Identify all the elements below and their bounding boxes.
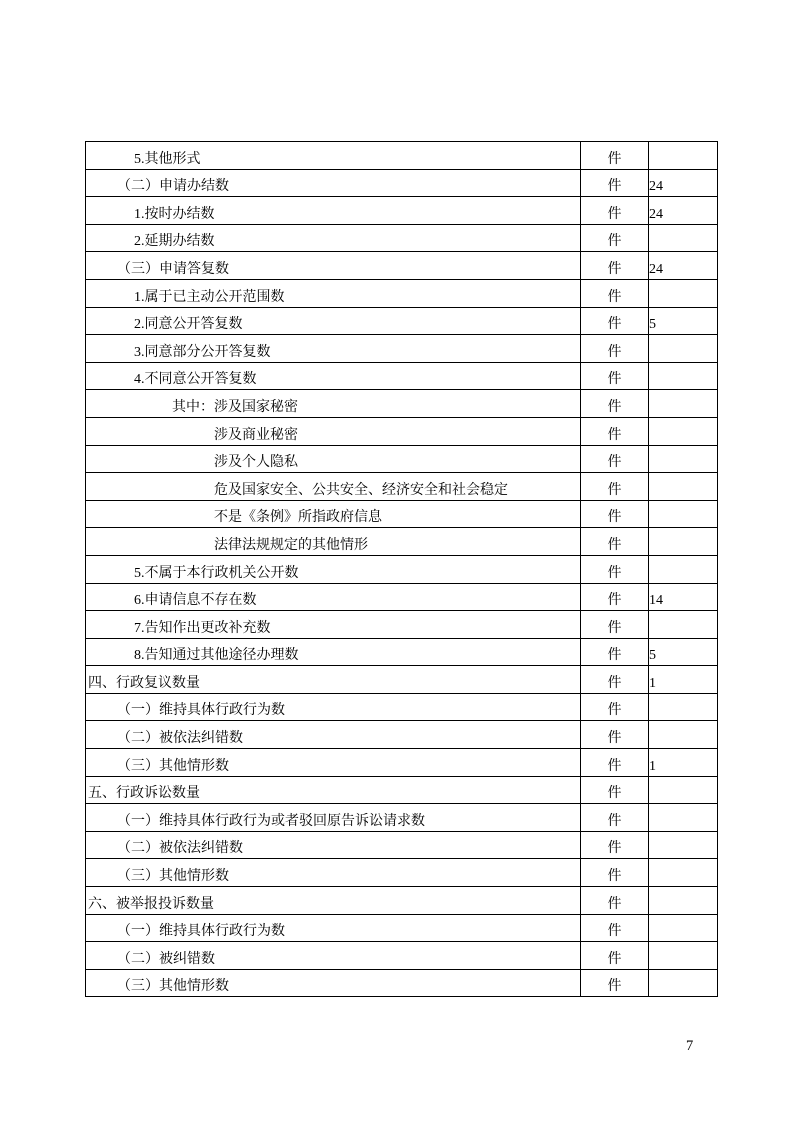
row-label: 2.延期办结数 xyxy=(86,224,581,252)
table-row xyxy=(86,776,718,804)
page-number: 7 xyxy=(686,1038,694,1054)
table-row xyxy=(86,473,718,501)
table-row xyxy=(86,969,718,997)
row-value xyxy=(649,611,718,639)
row-unit: 件 xyxy=(581,887,649,915)
row-label: 其中：涉及国家秘密 xyxy=(86,390,581,418)
row-unit: 件 xyxy=(581,335,649,363)
table-row xyxy=(86,142,718,170)
row-label: 不是《条例》所指政府信息 xyxy=(86,500,581,528)
row-unit: 件 xyxy=(581,528,649,556)
row-label: 7.告知作出更改补充数 xyxy=(86,611,581,639)
row-label: （二）申请办结数 xyxy=(86,169,581,197)
row-unit: 件 xyxy=(581,721,649,749)
row-label: （三）其他情形数 xyxy=(86,859,581,887)
row-unit: 件 xyxy=(581,307,649,335)
row-value xyxy=(649,445,718,473)
row-value xyxy=(649,142,718,170)
row-unit: 件 xyxy=(581,666,649,694)
row-value: 5 xyxy=(649,638,718,666)
table-row xyxy=(86,887,718,915)
row-value xyxy=(649,804,718,832)
row-label: 涉及商业秘密 xyxy=(86,417,581,445)
table-row xyxy=(86,804,718,832)
row-value xyxy=(649,390,718,418)
table-row xyxy=(86,638,718,666)
row-value xyxy=(649,776,718,804)
table-row xyxy=(86,445,718,473)
row-label: 6.申请信息不存在数 xyxy=(86,583,581,611)
row-label: （一）维持具体行政行为或者驳回原告诉讼请求数 xyxy=(86,804,581,832)
table-row xyxy=(86,859,718,887)
table-row xyxy=(86,583,718,611)
row-unit: 件 xyxy=(581,142,649,170)
row-value: 24 xyxy=(649,197,718,225)
row-unit: 件 xyxy=(581,969,649,997)
row-value xyxy=(649,693,718,721)
row-label: （一）维持具体行政行为数 xyxy=(86,693,581,721)
table-row xyxy=(86,252,718,280)
row-unit: 件 xyxy=(581,169,649,197)
row-label: （三）其他情形数 xyxy=(86,969,581,997)
row-value xyxy=(649,500,718,528)
row-unit: 件 xyxy=(581,859,649,887)
table-row xyxy=(86,555,718,583)
table-row xyxy=(86,611,718,639)
row-label: 涉及个人隐私 xyxy=(86,445,581,473)
row-value xyxy=(649,721,718,749)
row-label: （二）被纠错数 xyxy=(86,942,581,970)
table-row xyxy=(86,666,718,694)
row-unit: 件 xyxy=(581,555,649,583)
table-row xyxy=(86,528,718,556)
row-value: 14 xyxy=(649,583,718,611)
row-unit: 件 xyxy=(581,804,649,832)
table-row xyxy=(86,390,718,418)
row-unit: 件 xyxy=(581,693,649,721)
row-value xyxy=(649,887,718,915)
table-row xyxy=(86,721,718,749)
row-value: 24 xyxy=(649,169,718,197)
row-value xyxy=(649,528,718,556)
row-value xyxy=(649,831,718,859)
row-value xyxy=(649,417,718,445)
row-label: 3.同意部分公开答复数 xyxy=(86,335,581,363)
table-body xyxy=(86,142,718,997)
row-label: （三）其他情形数 xyxy=(86,749,581,777)
row-label: 六、被举报投诉数量 xyxy=(86,887,581,915)
table-row xyxy=(86,279,718,307)
row-unit: 件 xyxy=(581,445,649,473)
row-label: 法律法规规定的其他情形 xyxy=(86,528,581,556)
row-value: 5 xyxy=(649,307,718,335)
row-unit: 件 xyxy=(581,914,649,942)
row-unit: 件 xyxy=(581,500,649,528)
statistics-table xyxy=(85,141,718,997)
row-label: 5.不属于本行政机关公开数 xyxy=(86,555,581,583)
row-value: 1 xyxy=(649,666,718,694)
table-row xyxy=(86,942,718,970)
row-value xyxy=(649,279,718,307)
table-row xyxy=(86,417,718,445)
row-value: 1 xyxy=(649,749,718,777)
row-value xyxy=(649,942,718,970)
table-row xyxy=(86,224,718,252)
table-row xyxy=(86,169,718,197)
row-label: 5.其他形式 xyxy=(86,142,581,170)
table-row xyxy=(86,500,718,528)
table-row xyxy=(86,197,718,225)
row-label: 1.按时办结数 xyxy=(86,197,581,225)
row-label: 1.属于已主动公开范围数 xyxy=(86,279,581,307)
row-label: 4.不同意公开答复数 xyxy=(86,362,581,390)
row-value xyxy=(649,473,718,501)
row-unit: 件 xyxy=(581,362,649,390)
row-unit: 件 xyxy=(581,942,649,970)
table-row xyxy=(86,335,718,363)
table-row xyxy=(86,307,718,335)
row-unit: 件 xyxy=(581,279,649,307)
row-label: （一）维持具体行政行为数 xyxy=(86,914,581,942)
row-value xyxy=(649,914,718,942)
row-unit: 件 xyxy=(581,197,649,225)
row-unit: 件 xyxy=(581,583,649,611)
row-label: 危及国家安全、公共安全、经济安全和社会稳定 xyxy=(86,473,581,501)
row-label: 五、行政诉讼数量 xyxy=(86,776,581,804)
table-row xyxy=(86,914,718,942)
row-label: （三）申请答复数 xyxy=(86,252,581,280)
row-value xyxy=(649,362,718,390)
row-unit: 件 xyxy=(581,749,649,777)
row-label: （二）被依法纠错数 xyxy=(86,831,581,859)
row-label: 8.告知通过其他途径办理数 xyxy=(86,638,581,666)
row-value xyxy=(649,969,718,997)
row-label: 2.同意公开答复数 xyxy=(86,307,581,335)
row-unit: 件 xyxy=(581,473,649,501)
row-unit: 件 xyxy=(581,831,649,859)
row-value xyxy=(649,335,718,363)
row-value xyxy=(649,555,718,583)
row-value: 24 xyxy=(649,252,718,280)
row-unit: 件 xyxy=(581,417,649,445)
row-unit: 件 xyxy=(581,224,649,252)
table-row xyxy=(86,749,718,777)
table-row xyxy=(86,831,718,859)
row-unit: 件 xyxy=(581,776,649,804)
row-value xyxy=(649,859,718,887)
table-row xyxy=(86,362,718,390)
row-unit: 件 xyxy=(581,638,649,666)
row-label: （二）被依法纠错数 xyxy=(86,721,581,749)
row-value xyxy=(649,224,718,252)
table-row xyxy=(86,693,718,721)
row-unit: 件 xyxy=(581,252,649,280)
row-label: 四、行政复议数量 xyxy=(86,666,581,694)
row-unit: 件 xyxy=(581,390,649,418)
row-unit: 件 xyxy=(581,611,649,639)
